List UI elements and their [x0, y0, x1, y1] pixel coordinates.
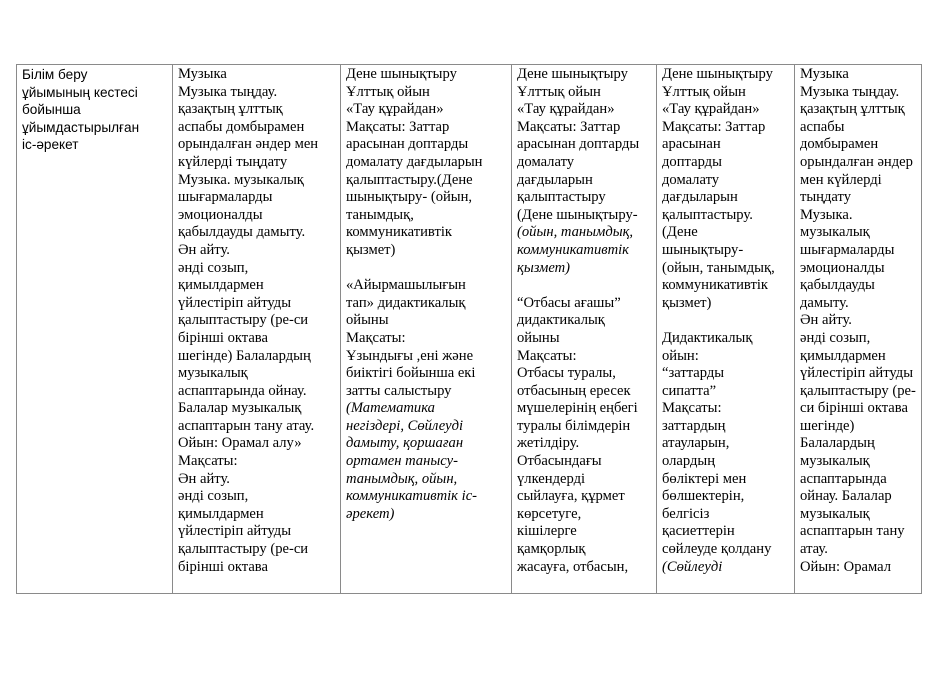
cell-text-line: үйлестіріп айтуды [178, 294, 292, 311]
cell-text-line: Музыка [178, 66, 227, 82]
cell-text-line: “Отбасы ағашы” [517, 294, 621, 311]
cell-text-line: коммуникативтік [517, 241, 630, 258]
cell-text-line: әнді созып, [178, 488, 249, 505]
cell-text-line: қазақтың ұлттық [178, 101, 283, 118]
cell-text-line: орындалған әндер мен [178, 136, 319, 153]
cell-text-line: ойын: [662, 347, 699, 364]
cell-text-line: аспаптарында [800, 470, 887, 487]
cell-text-line: Музыка. [800, 206, 853, 223]
cell-text-line: қалыптастыру [517, 189, 606, 206]
cell-text-line: (ойын, танымдық, [662, 259, 775, 276]
cell-text-line: қалыптастыру (ре- [800, 382, 916, 399]
cell-text-line: Мақсаты: [346, 329, 406, 346]
cell-text-line: коммуникативтік [662, 277, 768, 294]
cell-text-line: дағдыларын [662, 189, 738, 206]
cell-text-line: си бірінші октава [800, 400, 908, 417]
cell-text-line: бірінші октава [178, 558, 268, 575]
cell-text-line: шынықтыру- (ойын, [346, 189, 473, 206]
row-label-line: Білім беру [22, 67, 88, 82]
row-label-line: ұйымдастырылған [22, 119, 140, 135]
cell-text-line: биіктігі бойынша екі [346, 365, 476, 382]
cell-text-line: Мақсаты: Заттар [346, 118, 450, 135]
cell-text-line: жасауға, отбасын, [517, 558, 629, 575]
cell-text-line: тыңдату [800, 189, 851, 206]
cell-text-line: қазақтың ұлттық [800, 101, 905, 118]
cell-text-line: қалыптастыру. [662, 206, 753, 223]
cell-text-line [346, 260, 506, 278]
cell-text-line: Дене шынықтыру [346, 66, 457, 82]
cell-text-line: әрекет) [346, 505, 395, 522]
cell-text-line: эмоционалды [800, 259, 885, 276]
cell-text-line: эмоционалды [178, 206, 263, 223]
cell-text-line: қалыптастыру (ре-си [178, 312, 309, 329]
cell-text-line: коммуникативтік іс- [346, 488, 478, 505]
cell-text-line: “заттарды [662, 365, 725, 382]
cell-text-line: музыкалық [800, 453, 870, 470]
cell-text-line: туралы білімдерін [517, 417, 631, 434]
cell-text-line: домалату [662, 171, 720, 188]
cell-text-line: қимылдармен [178, 277, 264, 294]
cell-text-line: Балалар музыкалық [178, 400, 302, 417]
cell-text-line: Ұлттық ойын [517, 83, 601, 100]
cell-text-line: Дене шынықтыру [517, 66, 628, 82]
cell-text-line: (ойын, танымдық, [517, 224, 634, 241]
cell-text-line: коммуникативтік [346, 224, 452, 241]
cell-text-line: көрсетуге, [517, 505, 582, 522]
cell-text-line: Мақсаты: [517, 347, 577, 364]
cell-text-line: бірінші октава [178, 329, 268, 346]
cell-text-line: «Тау құрайдан» [662, 101, 760, 118]
cell-text-line: үйлестіріп айтуды [178, 523, 292, 540]
cell-text-line: атауларын, [662, 435, 730, 452]
cell-text-line: танымдық, [346, 206, 414, 223]
cell-text-line: шығармаларды [800, 241, 895, 258]
cell-text-line: Дене шынықтыру [662, 66, 773, 82]
cell-text-line: шығармаларды [178, 189, 273, 206]
cell-text-line: тап» дидактикалық [346, 294, 466, 311]
day-cell-2 [341, 65, 512, 594]
cell-text-line: шегінде) Балалардың [178, 347, 311, 364]
day-cell-4 [657, 65, 795, 594]
day-cell-content [800, 66, 916, 576]
cell-text-line: домалату [517, 153, 575, 170]
cell-text-line [662, 312, 789, 330]
cell-text-line: қасиеттерін [662, 523, 735, 540]
cell-text-line: ойнау. Балалар [800, 488, 892, 505]
cell-text-line: қимылдармен [800, 347, 886, 364]
cell-text-line: затты салыстыру [346, 382, 452, 399]
cell-text-line: күйлерді тыңдату [178, 153, 288, 170]
cell-text-line: Мақсаты: [662, 400, 722, 417]
cell-text-line: сипатта” [662, 382, 717, 399]
cell-text-line: Отбасындағы [517, 453, 602, 470]
cell-text-line: аспабы домбырамен [178, 118, 305, 135]
cell-text-line: қамқорлық [517, 541, 586, 558]
cell-text-line: мүшелерінің еңбегі [517, 400, 638, 417]
cell-text-line: «Тау құрайдан» [346, 101, 444, 118]
day-cell-content [517, 66, 651, 576]
cell-text-line: ойыны [517, 329, 560, 346]
cell-text-line: музыкалық [800, 505, 870, 522]
cell-text-line: Ән айту. [800, 312, 852, 329]
cell-text-line: (Математика [346, 400, 435, 417]
cell-text-line: музыкалық [800, 224, 870, 241]
cell-text-line: (Дене [662, 224, 698, 241]
row-label-line: ұйымының кестесі [22, 84, 138, 100]
cell-text-line: Балалардың [800, 435, 875, 452]
cell-text-line: (Сөйлеуді [662, 558, 723, 575]
cell-text-line: сыйлауға, құрмет [517, 488, 625, 505]
cell-text-line: аспаптарын тану атау. [178, 417, 315, 434]
cell-text-line: Отбасы туралы, [517, 365, 616, 382]
cell-text-line: негіздері, Сөйлеуді [346, 417, 464, 434]
cell-text-line: «Тау құрайдан» [517, 101, 615, 118]
cell-text-line: орындалған әндер [800, 153, 913, 170]
cell-text-line: Музыка [800, 66, 849, 82]
cell-text-line: дамыту, қоршаған [346, 435, 464, 452]
cell-text-line: сөйлеуде қолдану [662, 541, 772, 558]
cell-text-line: кішілерге [517, 523, 577, 540]
cell-text-line: үлкендерді [517, 470, 586, 487]
cell-text-line: қызмет) [662, 294, 712, 311]
cell-text-line: шегінде) [800, 417, 855, 434]
cell-text-line: доптарды [662, 153, 722, 170]
cell-text-line: мен күйлерді [800, 171, 882, 188]
cell-text-line: арасынан [662, 136, 721, 153]
cell-text-line: Мақсаты: Заттар [662, 118, 766, 135]
cell-text-line: Ойын: Орамал алу» [178, 435, 302, 452]
cell-text-line: музыкалық [178, 365, 248, 382]
cell-text-line: домалату дағдыларын [346, 153, 483, 170]
cell-text-line [517, 277, 651, 295]
cell-text-line: белгісіз [662, 505, 710, 522]
cell-text-line: Ұлттық ойын [346, 83, 430, 100]
cell-text-line: бөлшектерін, [662, 488, 745, 505]
cell-text-line: Ойын: Орамал [800, 558, 892, 575]
cell-text-line: олардың [662, 453, 716, 470]
cell-text-line: аспаптарын тану [800, 523, 905, 540]
cell-text-line: атау. [800, 541, 828, 558]
cell-text-line: Ұлттық ойын [662, 83, 746, 100]
cell-text-line: домбырамен [800, 136, 879, 153]
cell-text-line: қимылдармен [178, 505, 264, 522]
row-label-cell [17, 65, 173, 594]
day-cell-content [662, 66, 789, 576]
cell-text-line: Дидактикалық [662, 329, 753, 346]
day-cell-content [346, 66, 506, 523]
cell-text-line: жетілдіру. [517, 435, 580, 452]
cell-text-line: Ұзындығы ,ені және [346, 347, 474, 364]
cell-text-line: Музыка. музыкалық [178, 171, 304, 188]
cell-text-line: Мақсаты: Заттар [517, 118, 621, 135]
row-label-line: іс-әрекет [22, 137, 79, 153]
cell-text-line: ойыны [346, 312, 389, 329]
cell-text-line: дағдыларын [517, 171, 593, 188]
cell-text-line: Мақсаты: [178, 453, 238, 470]
table-row [17, 65, 922, 594]
cell-text-line: қалыптастыру.(Дене [346, 171, 473, 188]
cell-text-line: қызмет) [517, 259, 571, 276]
cell-text-line: әнді созып, [178, 259, 249, 276]
cell-text-line: шынықтыру- [662, 241, 744, 258]
cell-text-line: әнді созып, [800, 329, 871, 346]
cell-text-line: Музыка тыңдау. [800, 83, 900, 100]
cell-text-line: «Айырмашылығын [346, 277, 466, 294]
cell-text-line: Ән айту. [178, 470, 230, 487]
cell-text-line: аспабы [800, 118, 845, 135]
cell-text-line: арасынан доптарды [517, 136, 640, 153]
cell-text-line: аспаптарында ойнау. [178, 382, 307, 399]
cell-text-line: үйлестіріп айтуды [800, 365, 914, 382]
row-label [22, 66, 167, 154]
cell-text-line: қалыптастыру (ре-си [178, 541, 309, 558]
row-label-line: бойынша [22, 102, 81, 118]
cell-text-line: заттардың [662, 417, 726, 434]
cell-text-line: қызмет) [346, 241, 396, 258]
cell-text-line: бөліктері мен [662, 470, 747, 487]
cell-text-line: қабылдауды [800, 277, 875, 294]
day-cell-5 [795, 65, 922, 594]
cell-text-line: арасынан доптарды [346, 136, 469, 153]
cell-text-line: Музыка тыңдау. [178, 83, 278, 100]
cell-text-line: дамыту. [800, 294, 849, 311]
cell-text-line: (Дене шынықтыру- [517, 206, 638, 223]
cell-text-line: дидактикалық [517, 312, 605, 329]
cell-text-line: отбасының ересек [517, 382, 631, 399]
schedule-table [16, 64, 922, 594]
cell-text-line: Ән айту. [178, 241, 230, 258]
day-cell-1 [173, 65, 341, 594]
cell-text-line: танымдық, ойын, [346, 470, 458, 487]
day-cell-3 [512, 65, 657, 594]
cell-text-line: қабылдауды дамыту. [178, 224, 306, 241]
cell-text-line: ортамен танысу- [346, 453, 458, 470]
day-cell-content [178, 66, 335, 576]
